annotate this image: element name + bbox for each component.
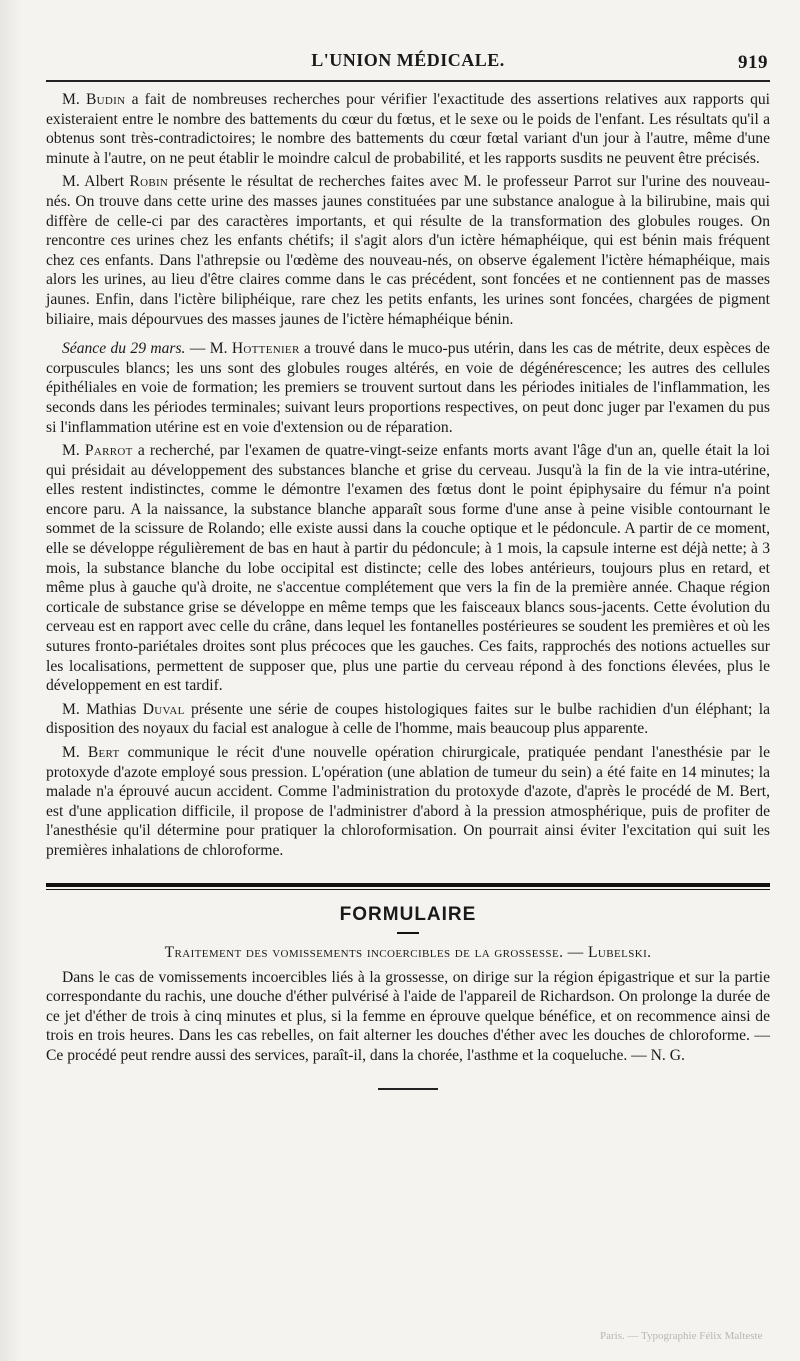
page-header [46, 48, 770, 74]
paragraph-prefix: M. [62, 744, 88, 761]
paragraph-text: présente le résultat de recherches faites avec M. le professeur Parrot sur l'urine des nouveau-nés. On trouve dans cette urine des masses jaunes constituées par une substance analogue à la bilirubine, mais qui diffère de celle-ci par des caractères importants, et qui résulte de la transformation des globules rouges. On rencontre ces urines chez les enfants chétifs; il s'agit alors d'un ictère hémaphéique, qui est bénin mais fréquent chez ces enfants. Dans l'athrepsie ou l'œdème des nouveau-nés, on observe également l'ictère hémaphéique, mais alors les urines, au lieu d'être claires comme dans le cas précédent, sont foncées et ne contiennent pas de masses jaunes. Enfin, dans l'ictère biliphéique, rare chez les petits enfants, les urines sont foncées, chargées de pigment biliaire, mais dépourvues des masses jaunes de l'ictère hémaphéique bénin. [46, 173, 770, 328]
paragraph-text: présente une série de coupes histologiques faites sur le bulbe rachidien d'un éléphant; la disposition des noyaux du facial est analogue à celle de l'homme, mais beaucoup plus apparente. [46, 700, 770, 738]
paragraph-bert [46, 743, 770, 861]
author-name: Bert [87, 744, 120, 761]
section-divider-thick [46, 883, 770, 887]
author-name: Parrot [84, 442, 133, 460]
article-body [46, 90, 770, 861]
paragraph-parrot [46, 441, 770, 696]
formulaire-heading: FORMULAIRE [339, 903, 477, 925]
formulaire-subheading: Traitement des vomissements incoercibles de la grossesse. — Lubelski. [164, 943, 652, 961]
paragraph-text: a recherché, par l'examen de quatre-vingt-seize enfants morts avant l'âge d'un an, quelle était la loi qui présidait au développement des substances blanche et grise du cerveau. Jusqu'à la fin de la vie intra-utérine, elles restent indistinctes, comme le démontre l'examen des fœtus dont le point épiphysaire du fémur n'a point encore paru. A la naissance, la substance blanche apparaît sous forme d'une anse à peine visible contournant le sommet de la scissure de Rolando; elle existe aussi dans la couche optique et le pédoncule. A partir de ce moment, elle se développe régulièrement de bas en haut à partir du pédoncule; à 1 mois, la capsule interne est déjà nette; à 3 mois, la substance blanche du lobe occipital est distincte; celle des lobes antérieurs, toujours plus en retard, et même plus à gauche qu'à droite, ne s'accentue complétement que vers la fin de la première année. Chaque région corticale de substance grise se développe en même temps que les faisceaux blancs sous-jacents. Cette évolution du cerveau est en rapport avec celle du crâne, dans lequel les fontanelles postérieures se soudent les premières et où les sutures fronto-pariétales droites sont plus précoces que les gauches. Ces faits, rapprochés des notions actuelles sur les localisations, permettent de supposer que, plus une partie du cerveau répond à des fonctions élevées, plus le développement en est tardif. [46, 442, 770, 695]
bleed-through-imprint: Paris. — Typographie Félix Malteste [600, 1330, 763, 1342]
paragraph-hottenier [46, 339, 770, 437]
paragraph-text: a fait de nombreuses recherches pour vérifier l'exactitude des assertions relatives aux rapports qui existeraient entre le nombre des battements du cœur du fœtus, et le sexe ou le poids de l'enfant. Les résultats qu'il a obtenus sont très-contradictoires; le nombre des battements du cœur fœtal variant d'un jour à l'autre, même d'une minute à l'autre, on ne peut établir le moindre calcul de probabilité, et les rapports susdits ne peuvent être précisés. [46, 91, 770, 167]
author-name: Hottenier [231, 340, 300, 358]
header-rule [46, 80, 770, 82]
end-rule [378, 1088, 438, 1090]
author-name: Duval [142, 700, 185, 718]
paragraph-prefix: M. [62, 91, 86, 108]
page-number: 919 [738, 52, 768, 73]
paragraph-prefix: M. [62, 442, 85, 460]
paragraph-prefix: M. Mathias [62, 700, 143, 718]
paragraph-prefix: — M. [185, 340, 232, 358]
heading-dash [397, 932, 419, 934]
paragraph-robin [46, 172, 770, 329]
paragraph-text: communique le récit d'une nouvelle opération chirurgicale, pratiquée pendant l'anesthésie par le protoxyde d'azote employé sous pression. L'opération (une ablation de tumeur du sein) a été faite en 14 minutes; la malade n'a éprouvé aucun accident. Comme l'administration du protoxyde d'azote, d'après le procédé de M. Bert, est d'une application difficile, il propose de l'administrer d'abord à la pression atmosphérique, puis de profiter de l'anesthésie qu'il détermine pour pratiquer la chloroformisation. On pourrait ainsi éviter l'excitation qui suit les premières inhalations de chloroforme. [46, 744, 770, 859]
running-title: L'UNION MÉDICALE. [311, 50, 505, 70]
section-divider-thin [46, 889, 770, 890]
author-name: Robin [129, 173, 169, 191]
formulaire-paragraph: Dans le cas de vomissements incoercibles liés à la grossesse, on dirige sur la région épigastrique et sur la partie correspondante du rachis, une douche d'éther pulvérisé à l'aide de l'appareil de Richardson. On prolonge la durée de ce jet d'éther de trois à cinq minutes et plus, si la femme en éprouve quelque bénéfice, et on recommence ainsi de trois en trois heures. Dans les cas rebelles, on fait alterner les douches d'éther avec les douches de chloroforme. — Ce procédé peut rendre aussi des services, paraît-il, dans la chorée, l'asthme et la coqueluche. — N. G. [46, 968, 770, 1064]
formulaire-body [46, 968, 770, 1066]
author-name: Budin [85, 91, 126, 108]
paragraph-text: a trouvé dans le muco-pus utérin, dans les cas de métrite, deux espèces de corpuscules blancs; les uns sont des globules rouges altérés, en voie de dégénérescence; les autres des cellules épithéliales en voie de formation; les premiers se trouvent surtout dans les périodes initiales de l'inflammation, les seconds dans les périodes terminales; suivant leurs proportions respectives, on peut donc juger par l'examen du pus si l'inflammation utérine est en voie d'extension ou de réparation. [46, 340, 770, 436]
session-date: Séance du 29 mars. [62, 340, 186, 358]
paragraph-prefix: M. Albert [62, 173, 130, 191]
paragraph-budin [46, 90, 770, 168]
paragraph-duval [46, 700, 770, 739]
